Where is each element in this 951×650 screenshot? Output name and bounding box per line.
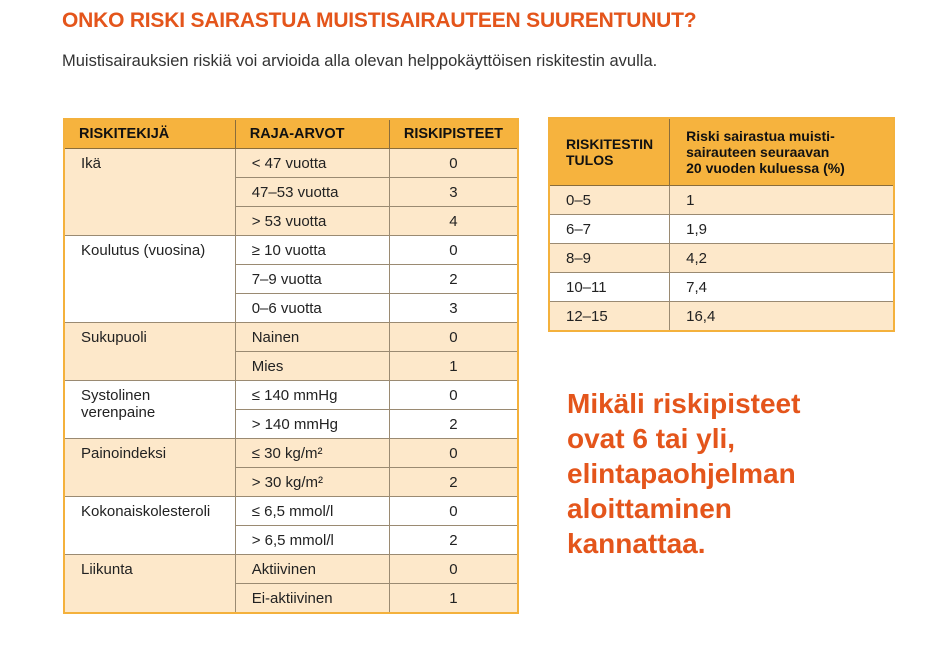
risk-points-cell: 0 <box>389 439 518 468</box>
result-table-header-row <box>549 118 894 186</box>
risk-points-cell: 1 <box>389 584 518 614</box>
header-test-result: RISKITESTIN TULOS <box>549 118 670 186</box>
limit-value-cell: < 47 vuotta <box>235 149 389 178</box>
risk-percent-cell: 4,2 <box>670 244 894 273</box>
limit-value-cell: > 30 kg/m² <box>235 468 389 497</box>
risk-percent-cell: 1 <box>670 186 894 215</box>
table-row <box>64 236 518 265</box>
risk-points-cell: 0 <box>389 236 518 265</box>
header-risk-points: RISKIPISTEET <box>389 119 518 149</box>
test-score-cell: 6–7 <box>549 215 670 244</box>
risk-factor-cell: Systolinen verenpaine <box>64 381 235 439</box>
risk-percent-cell: 7,4 <box>670 273 894 302</box>
table-row <box>64 149 518 178</box>
header-risk-percent: Riski sairastua muisti- sairauteen seuraavan 20 vuoden kuluessa (%) <box>670 118 894 186</box>
risk-points-cell: 4 <box>389 207 518 236</box>
risk-result-table <box>548 117 895 332</box>
risk-factor-cell: Koulutus (vuosina) <box>64 236 235 323</box>
page-title: ONKO RISKI SAIRASTUA MUISTISAIRAUTEEN SUURENTUNUT? <box>62 9 697 32</box>
limit-value-cell: ≤ 6,5 mmol/l <box>235 497 389 526</box>
limit-value-cell: > 6,5 mmol/l <box>235 526 389 555</box>
risk-points-cell: 2 <box>389 265 518 294</box>
risk-factor-cell: Ikä <box>64 149 235 236</box>
table-row <box>64 439 518 468</box>
risk-points-cell: 0 <box>389 381 518 410</box>
risk-table-header-row <box>64 119 518 149</box>
risk-points-cell: 0 <box>389 149 518 178</box>
risk-factor-cell: Kokonaiskolesteroli <box>64 497 235 555</box>
risk-points-cell: 2 <box>389 468 518 497</box>
limit-value-cell: Aktiivinen <box>235 555 389 584</box>
table-row <box>549 273 894 302</box>
limit-value-cell: Ei-aktiivinen <box>235 584 389 614</box>
table-row <box>549 186 894 215</box>
table-row <box>64 381 518 410</box>
table-row <box>549 244 894 273</box>
table-row <box>64 323 518 352</box>
risk-points-cell: 3 <box>389 178 518 207</box>
risk-points-cell: 2 <box>389 410 518 439</box>
test-score-cell: 12–15 <box>549 302 670 332</box>
risk-points-cell: 0 <box>389 497 518 526</box>
test-score-cell: 0–5 <box>549 186 670 215</box>
risk-points-cell: 2 <box>389 526 518 555</box>
header-limit-values: RAJA-ARVOT <box>235 119 389 149</box>
limit-value-cell: ≥ 10 vuotta <box>235 236 389 265</box>
risk-points-cell: 0 <box>389 323 518 352</box>
limit-value-cell: Mies <box>235 352 389 381</box>
table-row <box>549 215 894 244</box>
risk-points-cell: 0 <box>389 555 518 584</box>
risk-factor-cell: Liikunta <box>64 555 235 614</box>
risk-factor-cell: Painoindeksi <box>64 439 235 497</box>
recommendation-note: Mikäli riskipisteet ovat 6 tai yli, elintapaohjelman aloittaminen kannattaa. <box>567 388 801 559</box>
limit-value-cell: 47–53 vuotta <box>235 178 389 207</box>
risk-percent-cell: 1,9 <box>670 215 894 244</box>
limit-value-cell: ≤ 140 mmHg <box>235 381 389 410</box>
table-row <box>64 555 518 584</box>
limit-value-cell: ≤ 30 kg/m² <box>235 439 389 468</box>
risk-points-cell: 1 <box>389 352 518 381</box>
limit-value-cell: Nainen <box>235 323 389 352</box>
limit-value-cell: > 53 vuotta <box>235 207 389 236</box>
table-row <box>64 497 518 526</box>
risk-points-cell: 3 <box>389 294 518 323</box>
limit-value-cell: > 140 mmHg <box>235 410 389 439</box>
limit-value-cell: 0–6 vuotta <box>235 294 389 323</box>
test-score-cell: 8–9 <box>549 244 670 273</box>
page-subtitle: Muistisairauksien riskiä voi arvioida alla olevan helppokäyttöisen riskitestin avulla. <box>62 52 658 70</box>
risk-factor-table <box>63 118 519 614</box>
header-risk-factor: RISKITEKIJÄ <box>64 119 235 149</box>
limit-value-cell: 7–9 vuotta <box>235 265 389 294</box>
table-row <box>549 302 894 332</box>
risk-percent-cell: 16,4 <box>670 302 894 332</box>
test-score-cell: 10–11 <box>549 273 670 302</box>
risk-factor-cell: Sukupuoli <box>64 323 235 381</box>
